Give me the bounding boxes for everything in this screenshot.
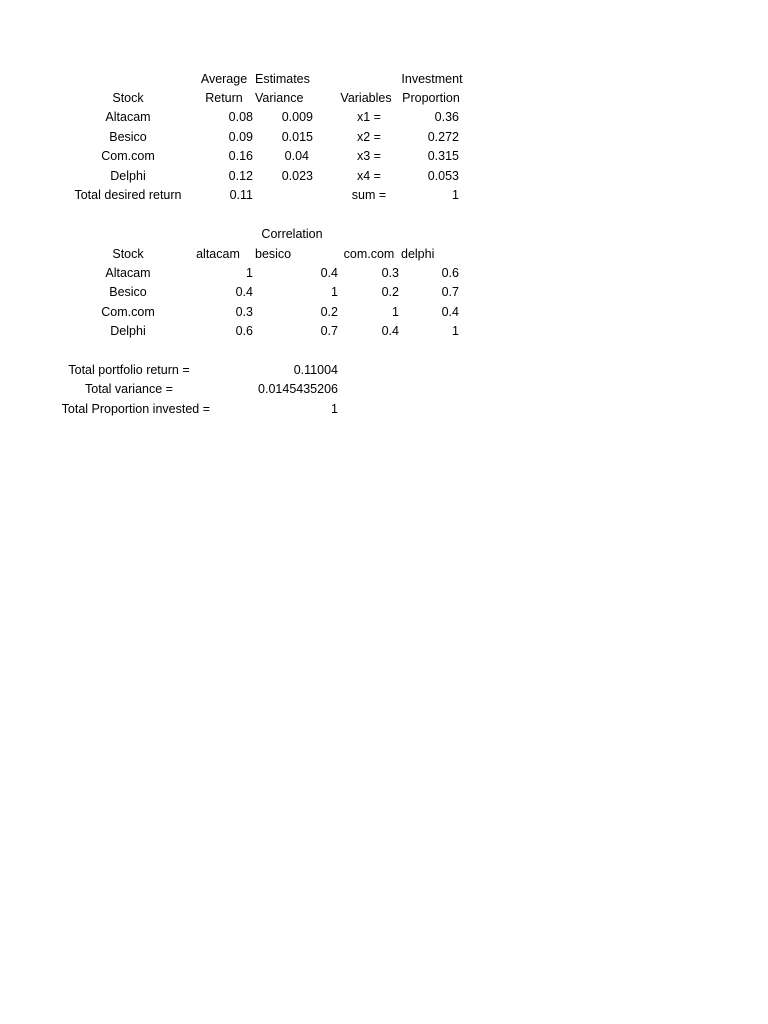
variance-cell: 0.023: [281, 169, 313, 183]
header-variance: Variance: [255, 91, 304, 105]
total-desired-return-value: 0.11: [229, 188, 253, 202]
correlation-title: Correlation: [261, 227, 323, 241]
total-variance-label: Total variance =: [85, 382, 173, 396]
stock-name-cell: Altacam: [105, 110, 151, 124]
proportion-cell: 0.315: [427, 149, 459, 163]
correlation-row-label: Com.com: [101, 305, 155, 319]
correlation-cell: 0.3: [235, 305, 253, 319]
variable-cell: x1 =: [357, 110, 381, 124]
header-variables: Variables: [340, 91, 392, 105]
header-investment: Investment: [401, 72, 463, 86]
total-portfolio-return-value: 0.11004: [293, 363, 338, 377]
correlation-cell: 1: [246, 266, 253, 280]
correlation-header-delphi: delphi: [401, 247, 435, 261]
correlation-cell: 0.6: [441, 266, 459, 280]
stock-name-cell: Delphi: [110, 169, 146, 183]
correlation-cell: 0.2: [320, 305, 338, 319]
correlation-cell: 0.3: [381, 266, 399, 280]
proportion-cell: 0.272: [427, 130, 459, 144]
return-cell: 0.12: [228, 169, 253, 183]
header-stock: Stock: [112, 91, 144, 105]
header-return: Return: [205, 91, 243, 105]
variance-cell: 0.04: [284, 149, 309, 163]
return-cell: 0.08: [228, 110, 253, 124]
correlation-cell: 0.4: [441, 305, 459, 319]
correlation-cell: 0.7: [320, 324, 338, 338]
return-cell: 0.16: [228, 149, 253, 163]
correlation-cell: 0.4: [381, 324, 399, 338]
return-cell: 0.09: [228, 130, 253, 144]
header-average: Average: [200, 72, 248, 86]
correlation-cell: 0.4: [235, 285, 253, 299]
variance-cell: 0.009: [281, 110, 313, 124]
correlation-cell: 1: [452, 324, 459, 338]
proportion-cell: 0.36: [434, 110, 459, 124]
sum-value: 1: [452, 188, 459, 202]
correlation-cell: 0.7: [441, 285, 459, 299]
total-desired-return-label: Total desired return: [74, 188, 182, 202]
correlation-header-besico: besico: [255, 247, 292, 261]
correlation-cell: 0.6: [235, 324, 253, 338]
correlation-row-label: Delphi: [110, 324, 146, 338]
correlation-header-altacam: altacam: [196, 247, 240, 261]
total-proportion-invested-value: 1: [331, 402, 338, 416]
proportion-cell: 0.053: [427, 169, 459, 183]
stock-name-cell: Besico: [109, 130, 147, 144]
total-variance-value: 0.0145435206: [258, 382, 338, 396]
correlation-cell: 0.2: [381, 285, 399, 299]
total-portfolio-return-label: Total portfolio return =: [68, 363, 190, 377]
variable-cell: x3 =: [357, 149, 381, 163]
correlation-cell: 1: [392, 305, 399, 319]
total-proportion-invested-label-text: Total Proportion invested =: [62, 402, 210, 416]
sum-label: sum =: [351, 188, 387, 202]
correlation-header-stock: Stock: [112, 247, 144, 261]
correlation-cell: 1: [331, 285, 338, 299]
header-estimates: Estimates: [255, 72, 310, 86]
total-proportion-invested-label: [62, 401, 210, 417]
variable-cell: x4 =: [357, 169, 381, 183]
correlation-row-label: Besico: [109, 285, 147, 299]
correlation-header-comcom: com.com: [343, 247, 395, 261]
correlation-cell: 0.4: [320, 266, 338, 280]
header-proportion: Proportion: [402, 91, 460, 105]
variable-cell: x2 =: [357, 130, 381, 144]
correlation-row-label: Altacam: [105, 266, 151, 280]
stock-name-cell: Com.com: [101, 149, 155, 163]
variance-cell: 0.015: [281, 130, 313, 144]
